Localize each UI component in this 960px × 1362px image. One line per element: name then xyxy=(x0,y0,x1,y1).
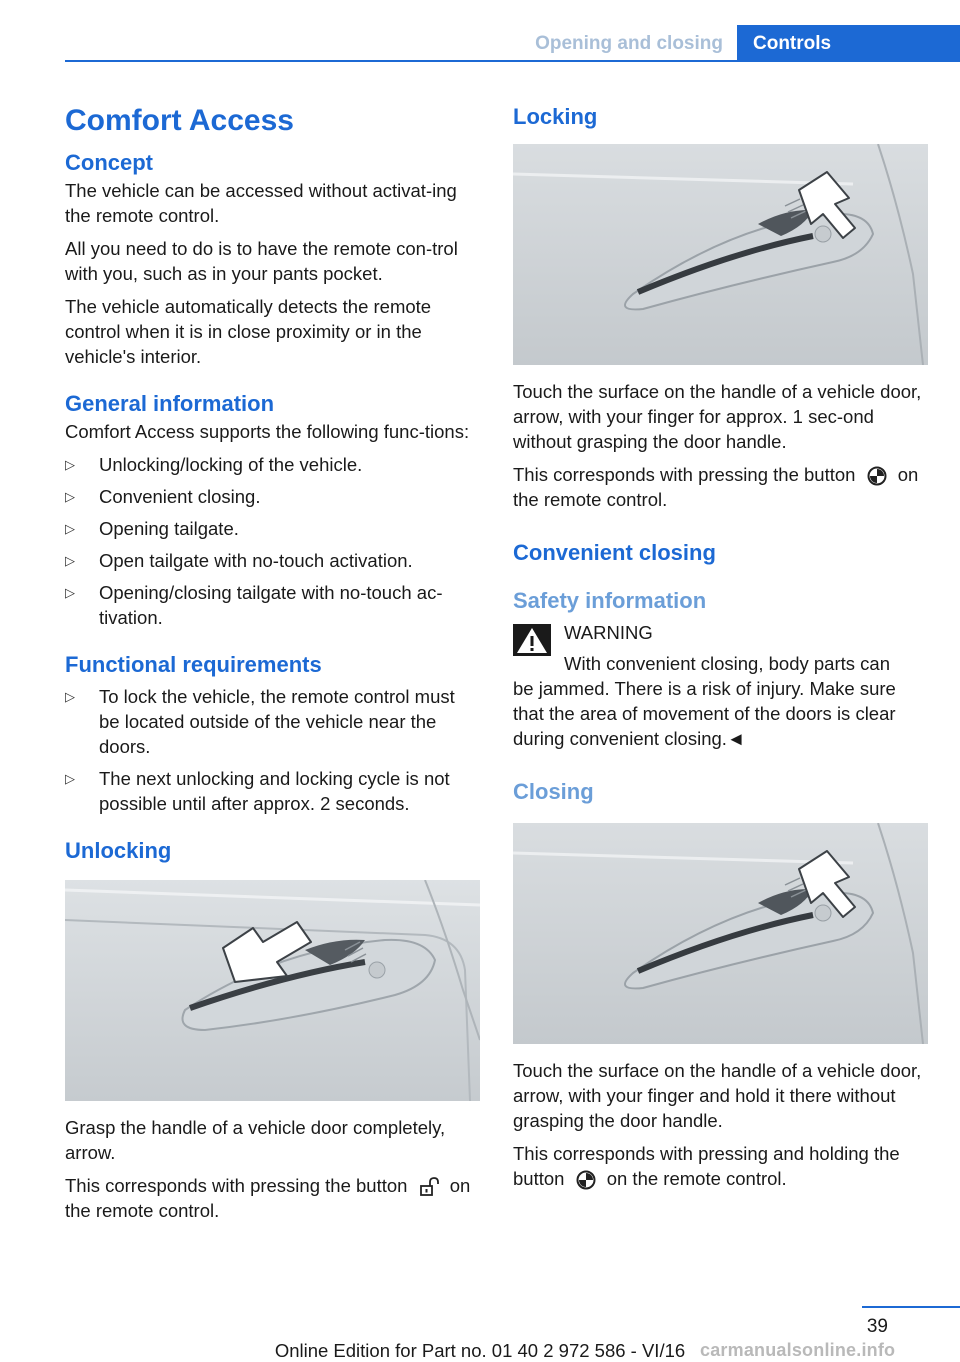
list-item: ▷ Opening/closing tailgate with no-touch ac-tivation. xyxy=(65,580,480,630)
locking-heading: Locking xyxy=(513,104,598,129)
locking-text-before: This corresponds with pressing the button xyxy=(513,464,856,485)
list-item: ▷ Unlocking/locking of the vehicle. xyxy=(65,452,480,477)
bmw-lock-icon xyxy=(576,1170,596,1190)
unlocking-paragraph-1: Grasp the handle of a vehicle door completely, arrow. xyxy=(65,1117,446,1163)
page-number: 39 xyxy=(866,1316,888,1337)
header-chapter-tab[interactable]: Controls xyxy=(737,25,960,62)
warning-label: WARNING xyxy=(564,622,653,643)
concept-paragraph-2: All you need to do is to have the remote con-trol with you, such as in your pants pocket. xyxy=(65,238,458,284)
bmw-lock-icon xyxy=(867,466,887,486)
closing-door-handle-image xyxy=(513,823,928,1044)
requirements-heading: Functional requirements xyxy=(65,652,322,677)
locking-paragraph-2 xyxy=(513,462,928,512)
requirements-list xyxy=(65,684,480,816)
footer-rule xyxy=(862,1306,960,1308)
convenient-closing-heading: Convenient closing xyxy=(513,540,716,565)
list-item: ▷ Open tailgate with no-touch activation. xyxy=(65,548,480,573)
warning-block xyxy=(513,620,928,676)
closing-paragraph-2 xyxy=(513,1141,928,1191)
list-item: ▷ Convenient closing. xyxy=(65,484,480,509)
locking-text-after: on the remote control. xyxy=(513,464,919,510)
list-item: ▷ The next unlocking and locking cycle is not possible until after approx. 2 seconds. xyxy=(65,766,480,816)
closing-text-after: on the remote control. xyxy=(606,1168,787,1189)
unlock-icon xyxy=(419,1177,439,1197)
locking-paragraph-1: Touch the surface on the handle of a vehicle door, arrow, with your finger for approx. 1 sec-ond without grasping the door handle. xyxy=(513,381,922,452)
general-info-heading: General information xyxy=(65,391,275,416)
safety-info-heading: Safety information xyxy=(513,588,707,613)
warning-text-rest: be jammed. There is a risk of injury. Make sure that the area of movement of the doors is clear during convenient closing.◄ xyxy=(513,678,896,749)
unlocking-heading: Unlocking xyxy=(65,838,172,863)
general-info-intro: Comfort Access supports the following func-tions: xyxy=(65,421,470,442)
functions-list xyxy=(65,452,480,630)
closing-paragraph-1: Touch the surface on the handle of a vehicle door, arrow, with your finger and hold it there without grasping the door handle. xyxy=(513,1060,922,1131)
closing-heading: Closing xyxy=(513,779,594,804)
unlocking-text-before: This corresponds with pressing the button xyxy=(65,1175,408,1196)
unlocking-door-handle-image xyxy=(65,880,480,1101)
concept-paragraph-3: The vehicle automatically detects the remote control when it is in close proximity or in the vehicle's interior. xyxy=(65,296,432,367)
watermark: carmanualsonline.info xyxy=(700,1340,896,1360)
list-item: ▷ Opening tailgate. xyxy=(65,516,480,541)
concept-paragraph-1: The vehicle can be accessed without activat-ing the remote control. xyxy=(65,180,457,226)
header-rule xyxy=(65,60,960,62)
left-column xyxy=(65,100,480,1223)
concept-heading: Concept xyxy=(65,150,153,175)
unlocking-text-after: on the remote control. xyxy=(65,1175,471,1221)
locking-door-handle-image xyxy=(513,144,928,365)
right-column xyxy=(513,100,928,1191)
list-item: ▷ To lock the vehicle, the remote control must be located outside of the vehicle near the doors. xyxy=(65,684,480,759)
warning-text-first: With convenient closing, body parts can xyxy=(564,653,890,674)
edition-text: Online Edition for Part no. 01 40 2 972 586 - VI/16 xyxy=(274,1340,686,1361)
header-section-label: Opening and closing xyxy=(535,32,723,54)
warning-triangle-icon xyxy=(513,624,551,656)
page-title: Comfort Access xyxy=(65,104,294,137)
unlocking-paragraph-2 xyxy=(65,1173,480,1223)
closing-text-before: This corresponds with pressing and holding the button xyxy=(513,1143,900,1189)
